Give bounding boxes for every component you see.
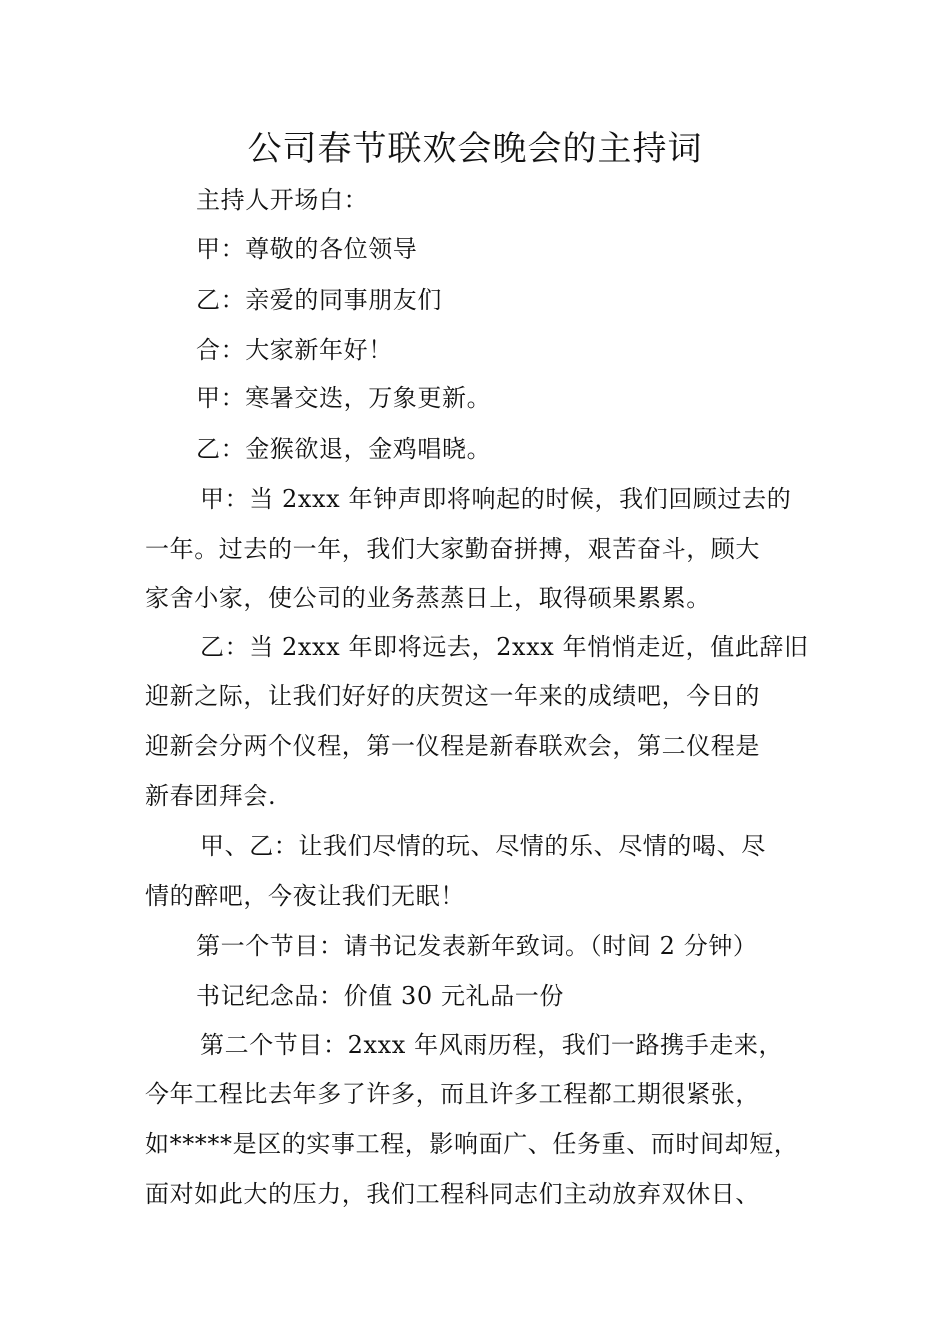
paragraph-line: 甲：尊敬的各位领导 <box>196 235 418 263</box>
paragraph-line: 新春团拜会. <box>145 782 277 810</box>
paragraph-line: 乙：当 2xxx 年即将远去，2xxx 年悄悄走近，值此辞旧 <box>200 633 809 661</box>
paragraph-line: 一年。过去的一年，我们大家勤奋拼搏，艰苦奋斗，顾大 <box>145 535 760 563</box>
paragraph-line: 甲：当 2xxx 年钟声即将响起的时候，我们回顾过去的 <box>200 485 792 513</box>
paragraph-line: 甲、乙：让我们尽情的玩、尽情的乐、尽情的喝、尽 <box>200 832 766 860</box>
paragraph-line: 今年工程比去年多了许多，而且许多工程都工期很紧张， <box>145 1080 760 1108</box>
paragraph-line: 乙：金猴欲退，金鸡唱晓。 <box>196 435 492 463</box>
paragraph-line: 主持人开场白： <box>196 186 369 214</box>
paragraph-line: 迎新之际，让我们好好的庆贺这一年来的成绩吧，今日的 <box>145 682 760 710</box>
paragraph-line: 如*****是区的实事工程，影响面广、任务重、而时间却短， <box>145 1130 799 1158</box>
paragraph-line: 情的醉吧，今夜让我们无眠！ <box>145 882 465 910</box>
paragraph-line: 第一个节目：请书记发表新年致词。（时间 2 分钟） <box>196 932 758 960</box>
paragraph-line: 第二个节目：2xxx 年风雨历程，我们一路携手走来， <box>200 1031 784 1059</box>
paragraph-line: 甲：寒暑交迭，万象更新。 <box>196 384 492 412</box>
paragraph-line: 家舍小家，使公司的业务蒸蒸日上，取得硕果累累。 <box>145 584 711 612</box>
document-title: 公司春节联欢会晚会的主持词 <box>247 129 703 169</box>
paragraph-line: 迎新会分两个仪程，第一仪程是新春联欢会，第二仪程是 <box>145 732 760 760</box>
paragraph-line: 书记纪念品：价值 30 元礼品一份 <box>196 982 564 1010</box>
paragraph-line: 面对如此大的压力，我们工程科同志们主动放弃双休日、 <box>145 1180 760 1208</box>
paragraph-line: 合：大家新年好！ <box>196 336 393 364</box>
paragraph-line: 乙：亲爱的同事朋友们 <box>196 286 442 314</box>
